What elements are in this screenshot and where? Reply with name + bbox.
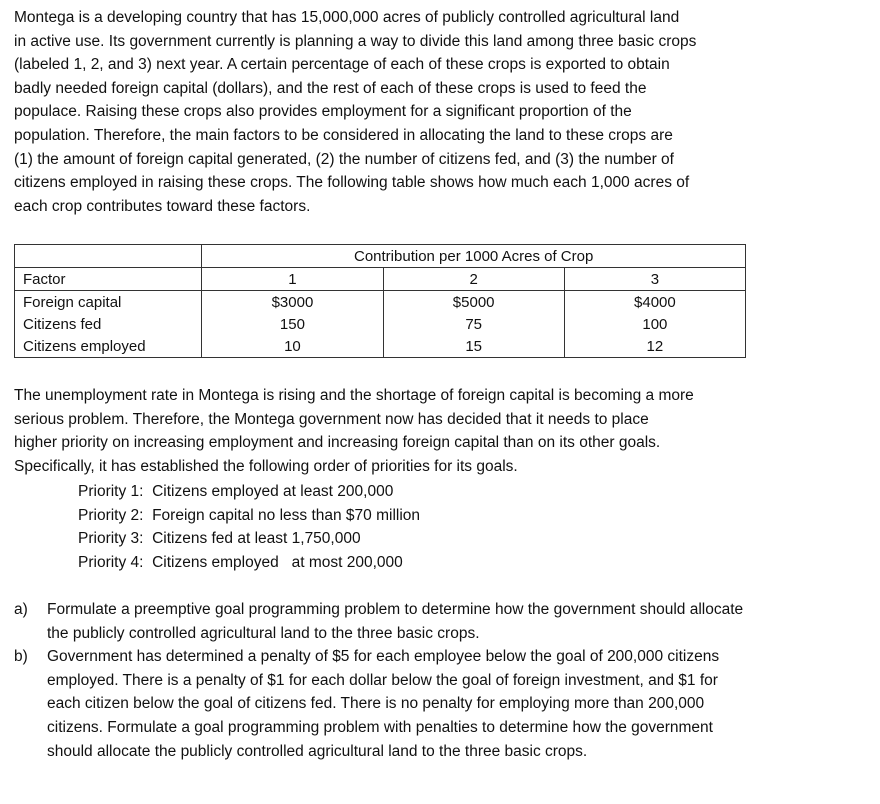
intro-line: (labeled 1, 2, and 3) next year. A certain percentage of each of these crops is exported to obtain bbox=[14, 56, 670, 74]
row-value: $3000 bbox=[202, 291, 383, 314]
contribution-table bbox=[14, 244, 746, 358]
question-text: Formulate a preemptive goal programming problem to determine how the government should allocate the publicly controlled agricultural land to the three basic crops. bbox=[47, 601, 744, 642]
row-value: $5000 bbox=[383, 291, 564, 314]
intro-line: population. Therefore, the main factors to be considered in allocating the land to these crops are bbox=[14, 126, 673, 144]
intro-line: in active use. Its government currently is planning a way to divide this land among three basic crops bbox=[14, 32, 697, 50]
intro-line: each crop contributes toward these factors. bbox=[14, 197, 311, 215]
table-caption-row bbox=[15, 245, 746, 268]
question-marker: a) bbox=[14, 601, 28, 618]
paragraph-line: The unemployment rate in Montega is rising and the shortage of foreign capital is becoming a more bbox=[14, 387, 694, 404]
intro-line: populace. Raising these crops also provides employment for a significant proportion of the bbox=[14, 103, 632, 121]
priority-item: Priority 4: Citizens employed at most 200,000 bbox=[78, 553, 403, 571]
crop-header-1: 1 bbox=[202, 268, 383, 291]
priority-item: Priority 2: Foreign capital no less than $70 million bbox=[78, 506, 421, 524]
row-factor: Citizens employed bbox=[15, 335, 202, 358]
priority-list bbox=[78, 480, 420, 574]
table-header-row bbox=[15, 268, 746, 291]
row-factor: Foreign capital bbox=[15, 291, 202, 314]
question-a bbox=[14, 598, 754, 645]
row-factor: Citizens fed bbox=[15, 313, 202, 335]
row-value: 15 bbox=[383, 335, 564, 358]
intro-line: badly needed foreign capital (dollars), and the rest of each of these crops is used to feed the bbox=[14, 79, 647, 97]
question-marker: b) bbox=[14, 648, 28, 666]
intro-line: Montega is a developing country that has 15,000,000 acres of publicly controlled agricultural land bbox=[14, 9, 680, 26]
table-row bbox=[15, 335, 746, 358]
intro-line: citizens employed in raising these crops. The following table shows how much each 1,000 acres of bbox=[14, 174, 690, 192]
intro-paragraph bbox=[14, 6, 766, 218]
crop-header-2: 2 bbox=[383, 268, 564, 291]
question-list bbox=[14, 598, 754, 763]
row-value: 75 bbox=[383, 313, 564, 335]
crop-header-3: 3 bbox=[564, 268, 745, 291]
factor-header: Factor bbox=[15, 268, 202, 291]
intro-line: (1) the amount of foreign capital generated, (2) the number of citizens fed, and (3) the number of bbox=[14, 150, 674, 168]
row-value: 12 bbox=[564, 335, 745, 358]
priority-item: Priority 1: Citizens employed at least 200,000 bbox=[78, 483, 394, 500]
table-caption: Contribution per 1000 Acres of Crop bbox=[202, 245, 746, 268]
priority-paragraph bbox=[14, 384, 766, 478]
row-value: 150 bbox=[202, 313, 383, 335]
question-text: Government has determined a penalty of $5 for each employee below the goal of 200,000 citizens employed. There is a penalty of $1 for each dollar below the goal of foreign investment, and $1 for each citizen below the goal of citizens fed. There is no penalty for employing more than 200,000 citizens. Formulate a goal programming problem with penalties to determine how the government should allocate the publicly controlled agricultural land to the three basic crops. bbox=[47, 648, 720, 760]
row-value: 10 bbox=[202, 335, 383, 358]
row-value: $4000 bbox=[564, 291, 745, 314]
paragraph-line: higher priority on increasing employment and increasing foreign capital than on its other goals. bbox=[14, 434, 661, 452]
priority-item: Priority 3: Citizens fed at least 1,750,000 bbox=[78, 530, 361, 548]
row-value: 100 bbox=[564, 313, 745, 335]
table-row bbox=[15, 291, 746, 314]
question-b bbox=[14, 645, 754, 763]
paragraph-line: Specifically, it has established the following order of priorities for its goals. bbox=[14, 457, 518, 475]
table-row bbox=[15, 313, 746, 335]
paragraph-line: serious problem. Therefore, the Montega government now has decided that it needs to place bbox=[14, 410, 649, 428]
